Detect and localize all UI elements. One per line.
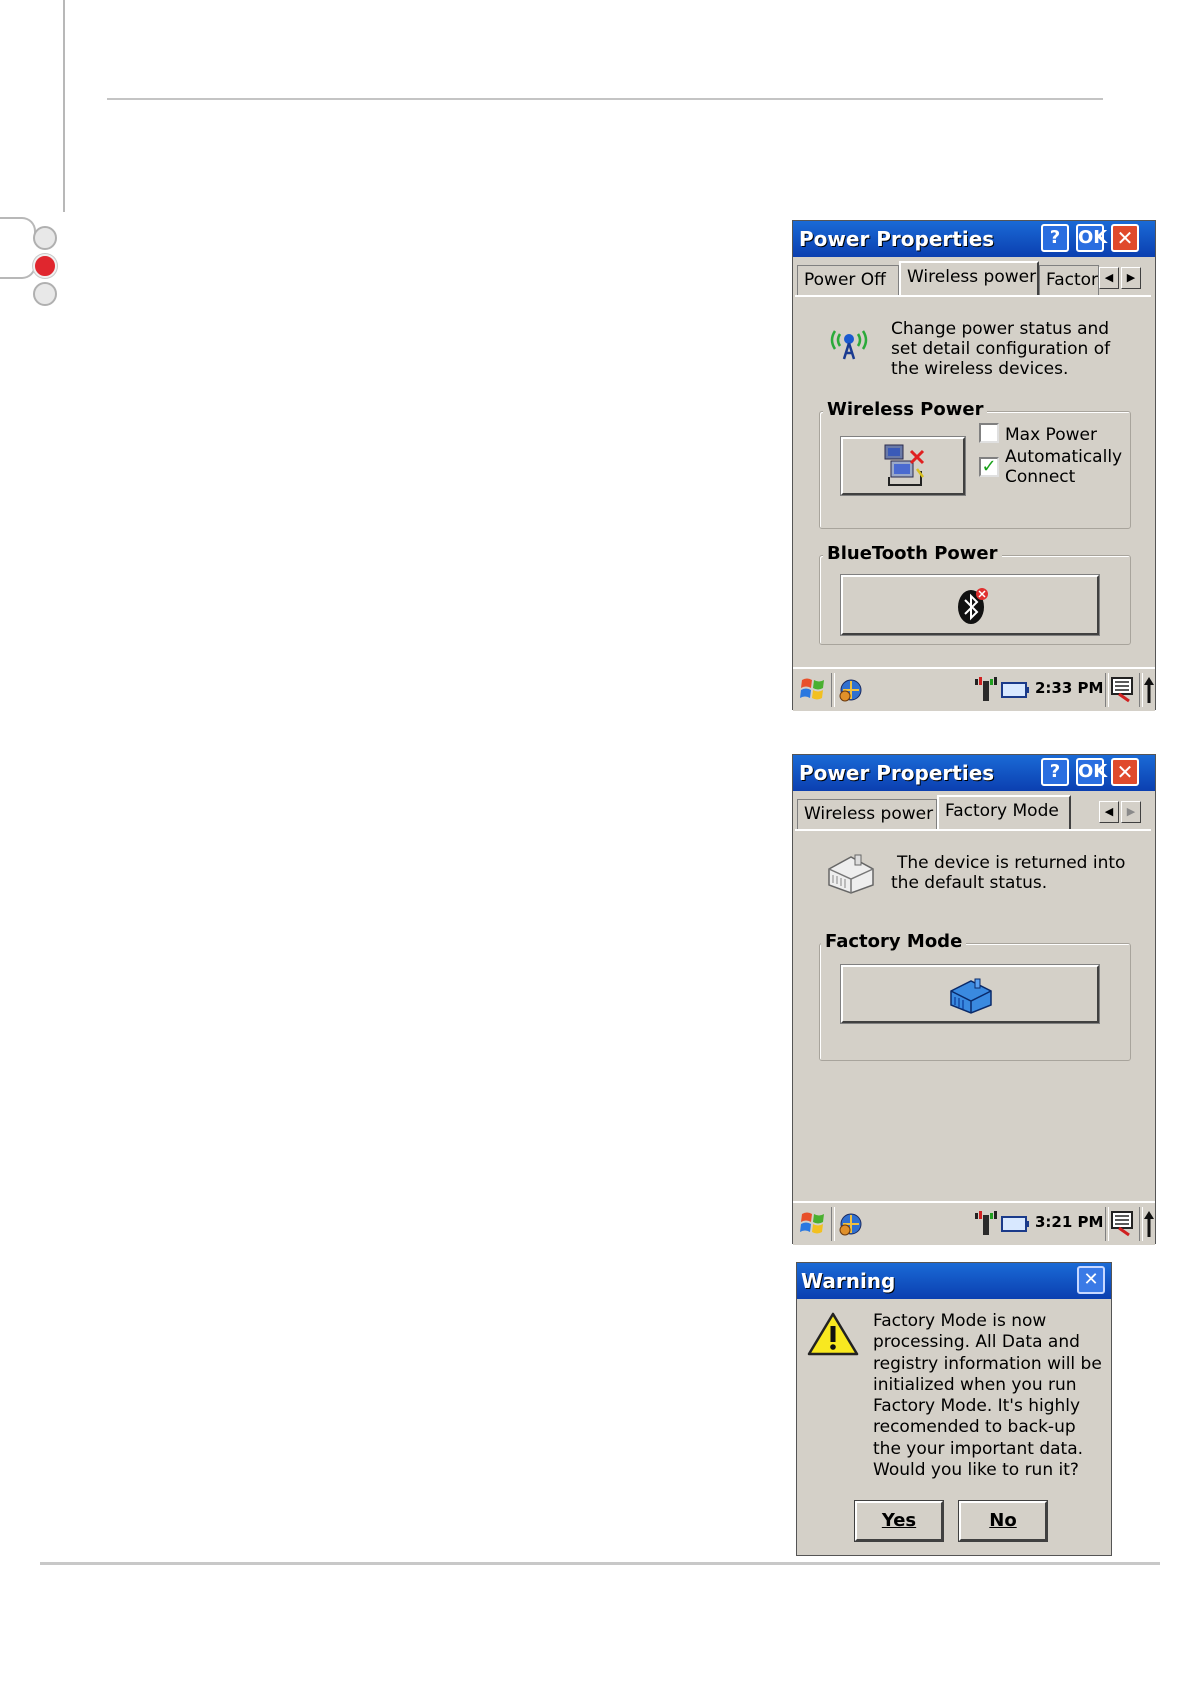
factory-house-icon	[825, 851, 877, 895]
description-line: set detail configuration of	[891, 339, 1111, 359]
tab-panel	[795, 295, 1151, 661]
windows-start-icon[interactable]	[799, 1209, 827, 1237]
tab-scroll-left-button[interactable]: ◀	[1099, 801, 1119, 823]
ok-button[interactable]: OK	[1076, 758, 1104, 786]
tab-scroll-right-button[interactable]: ▶	[1121, 267, 1141, 289]
yes-button[interactable]: Yes	[855, 1501, 943, 1541]
network-icon[interactable]	[837, 1211, 865, 1237]
warning-message-line: initialized when you run	[873, 1374, 1077, 1395]
warning-message-line: processing. All Data and	[873, 1332, 1080, 1353]
battery-icon	[1001, 681, 1031, 699]
bluetooth-power-toggle-button[interactable]	[841, 575, 1099, 635]
tab-factory[interactable]: Factor	[1039, 265, 1099, 295]
help-button[interactable]: ?	[1041, 758, 1069, 786]
keyboard-icon[interactable]	[1109, 675, 1137, 703]
tab-scroll-left-button[interactable]: ◀	[1099, 267, 1119, 289]
description-text	[891, 319, 1110, 379]
no-button[interactable]: No	[959, 1501, 1047, 1541]
close-button[interactable]: ✕	[1111, 758, 1139, 786]
taskbar-separator	[831, 1207, 835, 1241]
description-line: Change power status and	[891, 319, 1110, 339]
nav-dot	[33, 282, 57, 306]
tab-wireless-power[interactable]: Wireless power	[797, 799, 937, 829]
warning-dialog	[796, 1262, 1112, 1556]
warning-message-line: registry information will be	[873, 1353, 1102, 1374]
auto-connect-checkbox[interactable]: ✓	[979, 457, 999, 477]
network-disconnect-icon	[881, 443, 929, 489]
power-properties-window-factory	[792, 754, 1156, 1244]
help-button[interactable]: ?	[1041, 224, 1069, 252]
warning-message-line: the your important data.	[873, 1438, 1084, 1459]
ok-button[interactable]: OK	[1076, 224, 1104, 252]
window-title: Power Properties	[799, 227, 995, 251]
tab-factory-mode[interactable]: Factory Mode	[937, 795, 1071, 829]
title-bar	[793, 221, 1155, 257]
dialog-title: Warning	[801, 1269, 896, 1293]
description-line: The device is returned into	[897, 853, 1126, 873]
taskbar	[793, 667, 1155, 711]
clock[interactable]: 2:33 PM	[1035, 679, 1104, 697]
bluetooth-power-group-label: BlueTooth Power	[823, 543, 1002, 564]
clock[interactable]: 3:21 PM	[1035, 1213, 1104, 1231]
factory-reset-house-icon	[947, 975, 995, 1015]
wireless-power-toggle-button[interactable]	[841, 437, 965, 495]
tab-scroller	[1099, 267, 1143, 289]
bluetooth-icon	[955, 587, 989, 625]
windows-start-icon[interactable]	[799, 675, 827, 703]
tab-wireless-power[interactable]: Wireless power	[899, 261, 1039, 295]
warning-message-line: Would you like to run it?	[873, 1460, 1079, 1481]
factory-mode-run-button[interactable]	[841, 965, 1099, 1023]
description-line: the default status.	[891, 873, 1048, 893]
close-button[interactable]: ✕	[1111, 224, 1139, 252]
up-arrow-icon[interactable]	[1143, 1209, 1155, 1239]
network-icon[interactable]	[837, 677, 865, 703]
keyboard-icon[interactable]	[1109, 1209, 1137, 1237]
side-bracket-bottom	[0, 263, 36, 279]
dialog-title-bar	[797, 1263, 1111, 1299]
page-margin-line	[63, 0, 65, 212]
tab-power-off[interactable]: Power Off	[797, 265, 899, 295]
wireless-antenna-icon	[829, 325, 869, 361]
warning-message-line: Factory Mode is now	[873, 1311, 1047, 1331]
dialog-close-button[interactable]: ✕	[1077, 1266, 1105, 1294]
taskbar	[793, 1201, 1155, 1245]
title-bar	[793, 755, 1155, 791]
signal-icon	[973, 1211, 999, 1237]
window-title: Power Properties	[799, 761, 995, 785]
auto-connect-label-line: Connect	[1005, 467, 1076, 487]
nav-dot-active	[33, 254, 57, 278]
warning-icon	[807, 1311, 859, 1357]
signal-icon	[973, 677, 999, 703]
tab-scroller	[1099, 801, 1143, 823]
auto-connect-label-line: Automatically	[1005, 447, 1123, 467]
warning-message	[873, 1311, 1102, 1481]
description-line: the wireless devices.	[891, 359, 1069, 379]
description-text	[891, 853, 1125, 893]
max-power-checkbox[interactable]	[979, 423, 999, 443]
side-bracket-top	[0, 217, 36, 233]
wireless-power-group-label: Wireless Power	[823, 399, 987, 420]
auto-connect-label	[1005, 447, 1122, 487]
taskbar-separator	[831, 673, 835, 707]
warning-message-line: Factory Mode. It's highly	[873, 1396, 1081, 1417]
up-arrow-icon[interactable]	[1143, 675, 1155, 705]
tab-scroll-right-button[interactable]: ▶	[1121, 801, 1141, 823]
max-power-label: Max Power	[1005, 425, 1097, 445]
factory-mode-group-label: Factory Mode	[821, 931, 966, 952]
header-rule	[107, 98, 1103, 100]
tab-panel	[795, 829, 1151, 1195]
power-properties-window-wireless	[792, 220, 1156, 710]
battery-icon	[1001, 1215, 1031, 1233]
warning-message-line: recomended to back-up	[873, 1417, 1076, 1438]
nav-dot	[33, 226, 57, 250]
footer-rule	[40, 1562, 1160, 1565]
